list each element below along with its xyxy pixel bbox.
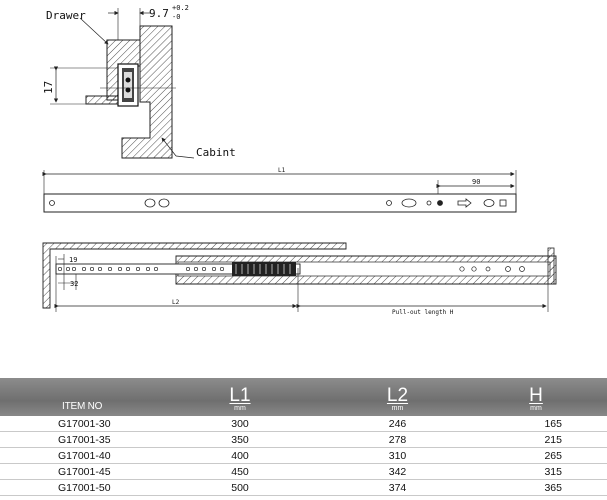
h-cell: 165 — [465, 416, 607, 432]
l1-cell: 300 — [150, 416, 330, 432]
table-row — [0, 464, 607, 480]
table-row — [0, 448, 607, 464]
item-no-cell: G17001-40 — [0, 448, 150, 464]
d32-dimension: 32 — [70, 280, 79, 288]
pullout-dimension: Pull-out length H — [392, 309, 454, 316]
l1-cell: 350 — [150, 432, 330, 448]
l2-cell: 342 — [330, 464, 465, 480]
slide-profile — [118, 64, 138, 106]
cabinet-label: Cabint — [196, 146, 236, 159]
l2-dimension: L2 — [172, 299, 180, 306]
drawer-bottom — [86, 96, 118, 104]
l2-cell: 278 — [330, 432, 465, 448]
h-cell: 365 — [465, 480, 607, 496]
drawer-label: Drawer — [46, 9, 86, 22]
cross-section-view — [42, 4, 236, 159]
item-no-cell: G17001-45 — [0, 464, 150, 480]
slide-extended-view — [43, 243, 556, 316]
slide-rail — [44, 194, 516, 212]
gap-tolerance-plus: +0.2 — [172, 4, 189, 12]
table-header-row — [0, 378, 607, 416]
header-l2: L2 mm — [386, 385, 409, 412]
header-item-no: ITEM NO — [62, 401, 103, 412]
height-dimension: 17 — [42, 80, 55, 94]
item-no-cell: G17001-35 — [0, 432, 150, 448]
h-cell: 315 — [465, 464, 607, 480]
l1-cell: 450 — [150, 464, 330, 480]
d19-dimension: 19 — [69, 256, 78, 264]
gap-tolerance-minus: -0 — [172, 13, 181, 21]
l2-cell: 310 — [330, 448, 465, 464]
l1-dimension: L1 — [278, 167, 286, 174]
h-cell: 265 — [465, 448, 607, 464]
slide-top-view — [44, 167, 516, 212]
ball-cage — [232, 262, 296, 276]
d90-dimension: 90 — [472, 178, 481, 186]
header-h: H mm — [529, 385, 543, 412]
l1-cell: 400 — [150, 448, 330, 464]
item-no-cell: G17001-50 — [0, 480, 150, 496]
h-cell: 215 — [465, 432, 607, 448]
table-row — [0, 416, 607, 432]
item-no-cell: G17001-30 — [0, 416, 150, 432]
l2-cell: 374 — [330, 480, 465, 496]
specification-table — [0, 378, 607, 496]
l1-cell: 500 — [150, 480, 330, 496]
table-row — [0, 480, 607, 496]
header-l1: L1 mm — [229, 385, 251, 412]
gap-dimension: 9.7 — [149, 7, 169, 20]
table-row — [0, 432, 607, 448]
l2-cell: 246 — [330, 416, 465, 432]
